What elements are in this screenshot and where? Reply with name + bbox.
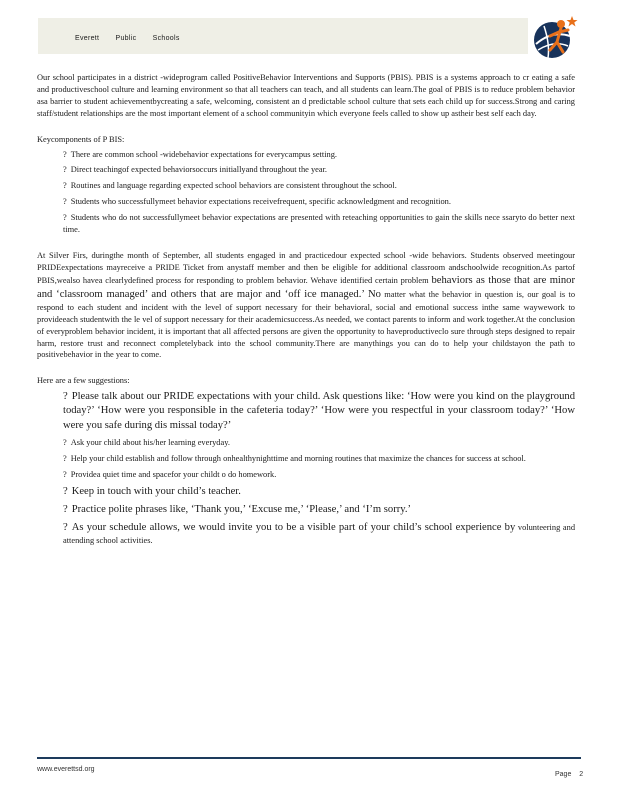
bullet-glyph: ? — [63, 453, 67, 463]
district-logo-icon — [530, 10, 580, 64]
page-content — [37, 72, 575, 561]
bullet-glyph: ? — [63, 391, 68, 403]
key-components-list — [37, 149, 575, 236]
bullet-glyph: ? — [63, 503, 68, 515]
bullet-glyph: ? — [63, 213, 67, 223]
district-name: Everett Public Schools — [75, 35, 180, 42]
list-item: ? Ask your child about his/her learning everyday. — [63, 437, 230, 447]
silver-firs-paragraph: At Silver Firs, duringthe month of September, all students engaged in and practicedour expected school -wide behaviors. Students observed meetingour PRIDEexpectations mayreceive a PRIDE Ticket from anystaff member and then be eligible for additional classroom andschoolwide recognition.As partof PBIS,wealso havea clearlydefined process for responding to problem behavior. Wehave identified certain problem behaviors as those that are minor and ‘classroom managed’ and others that are major and ‘off ice managed.’ No matter what the behavior in question is, our goal is to respond to each student and incident with the level of support necessary for their behavioral, social and emotional success inthe same waywework to provideeach studentwith the le vel of support necessary for their academicsuccess.As needed, we contact parents to inform and work together.At the conclusion of everyproblem behavior incident, it is important that all affected persons are given the opportunity to haveproductiveclo sure through steps designed to repair harm, restore trust and reconnect completelyback into the school community.There are manythings you can do to help your childstayon the path to positivebehavior in the year to come. — [37, 250, 576, 360]
list-item: ? Please talk about our PRIDE expectations with your child. Ask questions like: ‘How were you kind on the playground today?’ ‘How were you responsible in the cafeteria today?’ ‘How were you respectful in your classroom today?’ ‘How were you safe during dis missal today?’ — [63, 391, 575, 431]
list-item: ? Routines and language regarding expected school behaviors are consistent throughout the school. — [63, 181, 397, 191]
key-components-heading: Keycomponents of P BIS: — [37, 134, 125, 144]
list-item: ? Help your child establish and follow through onhealthynighttime and morning routines that maximize the chances for success at school. — [63, 453, 526, 463]
list-item: ? Practice polite phrases like, ‘Thank you,’ ‘Excuse me,’ ‘Please,’ and ‘I’m sorry.’ — [63, 503, 412, 515]
page-number: Page 2 — [555, 771, 584, 778]
list-item: ? Providea quiet time and spacefor your childt o do homework. — [63, 469, 277, 479]
suggestions-heading: Here are a few suggestions: — [37, 376, 130, 386]
list-item: ? Keep in touch with your child’s teacher. — [63, 485, 241, 497]
intro-paragraph: Our school participates in a district -wideprogram called PositiveBehavior Interventions and Supports (PBIS). PBIS is a systems approach to cr eating a safe and productiveschool culture and learning environment so that all teachers can teach, and all students can learn.The goal of PBIS is to reduce problem behavior asa barrier to student achievementbycreating a safe, welcoming, consistent an d predictable school culture that sets each child up for success.Strong and caring staff/student relationships are the most important element of a school communityin which everyone feels called to show up astheir best self each day. — [37, 73, 575, 118]
bullet-glyph: ? — [63, 165, 67, 175]
list-item: ? There are common school -widebehavior expectations for everycampus setting. — [63, 149, 337, 159]
list-item: ? Students who successfullymeet behavior expectations receivefrequent, specific acknowledgment and recognition. — [63, 197, 451, 207]
list-item: ? Students who do not successfullymeet behavior expectations are presented with reteaching opportunities to gain the skills nece ssaryto do better next time. — [63, 213, 575, 235]
bullet-glyph: ? — [63, 437, 67, 447]
bullet-glyph: ? — [63, 485, 68, 497]
bullet-glyph: ? — [63, 149, 67, 159]
bullet-glyph: ? — [63, 197, 67, 207]
bullet-glyph: ? — [63, 521, 68, 533]
suggestions-list — [37, 390, 575, 547]
bullet-glyph: ? — [63, 469, 67, 479]
list-item: ? Direct teachingof expected behaviorsoccurs initiallyand throughout the year. — [63, 165, 327, 175]
bullet-glyph: ? — [63, 181, 67, 191]
footer-url-link[interactable]: www.everettsd.org — [37, 766, 95, 773]
footer-rule — [37, 757, 581, 759]
list-item: ? As your schedule allows, we would invite you to be a visible part of your child’s school experience by volunteering and attending school activities. — [63, 521, 576, 546]
